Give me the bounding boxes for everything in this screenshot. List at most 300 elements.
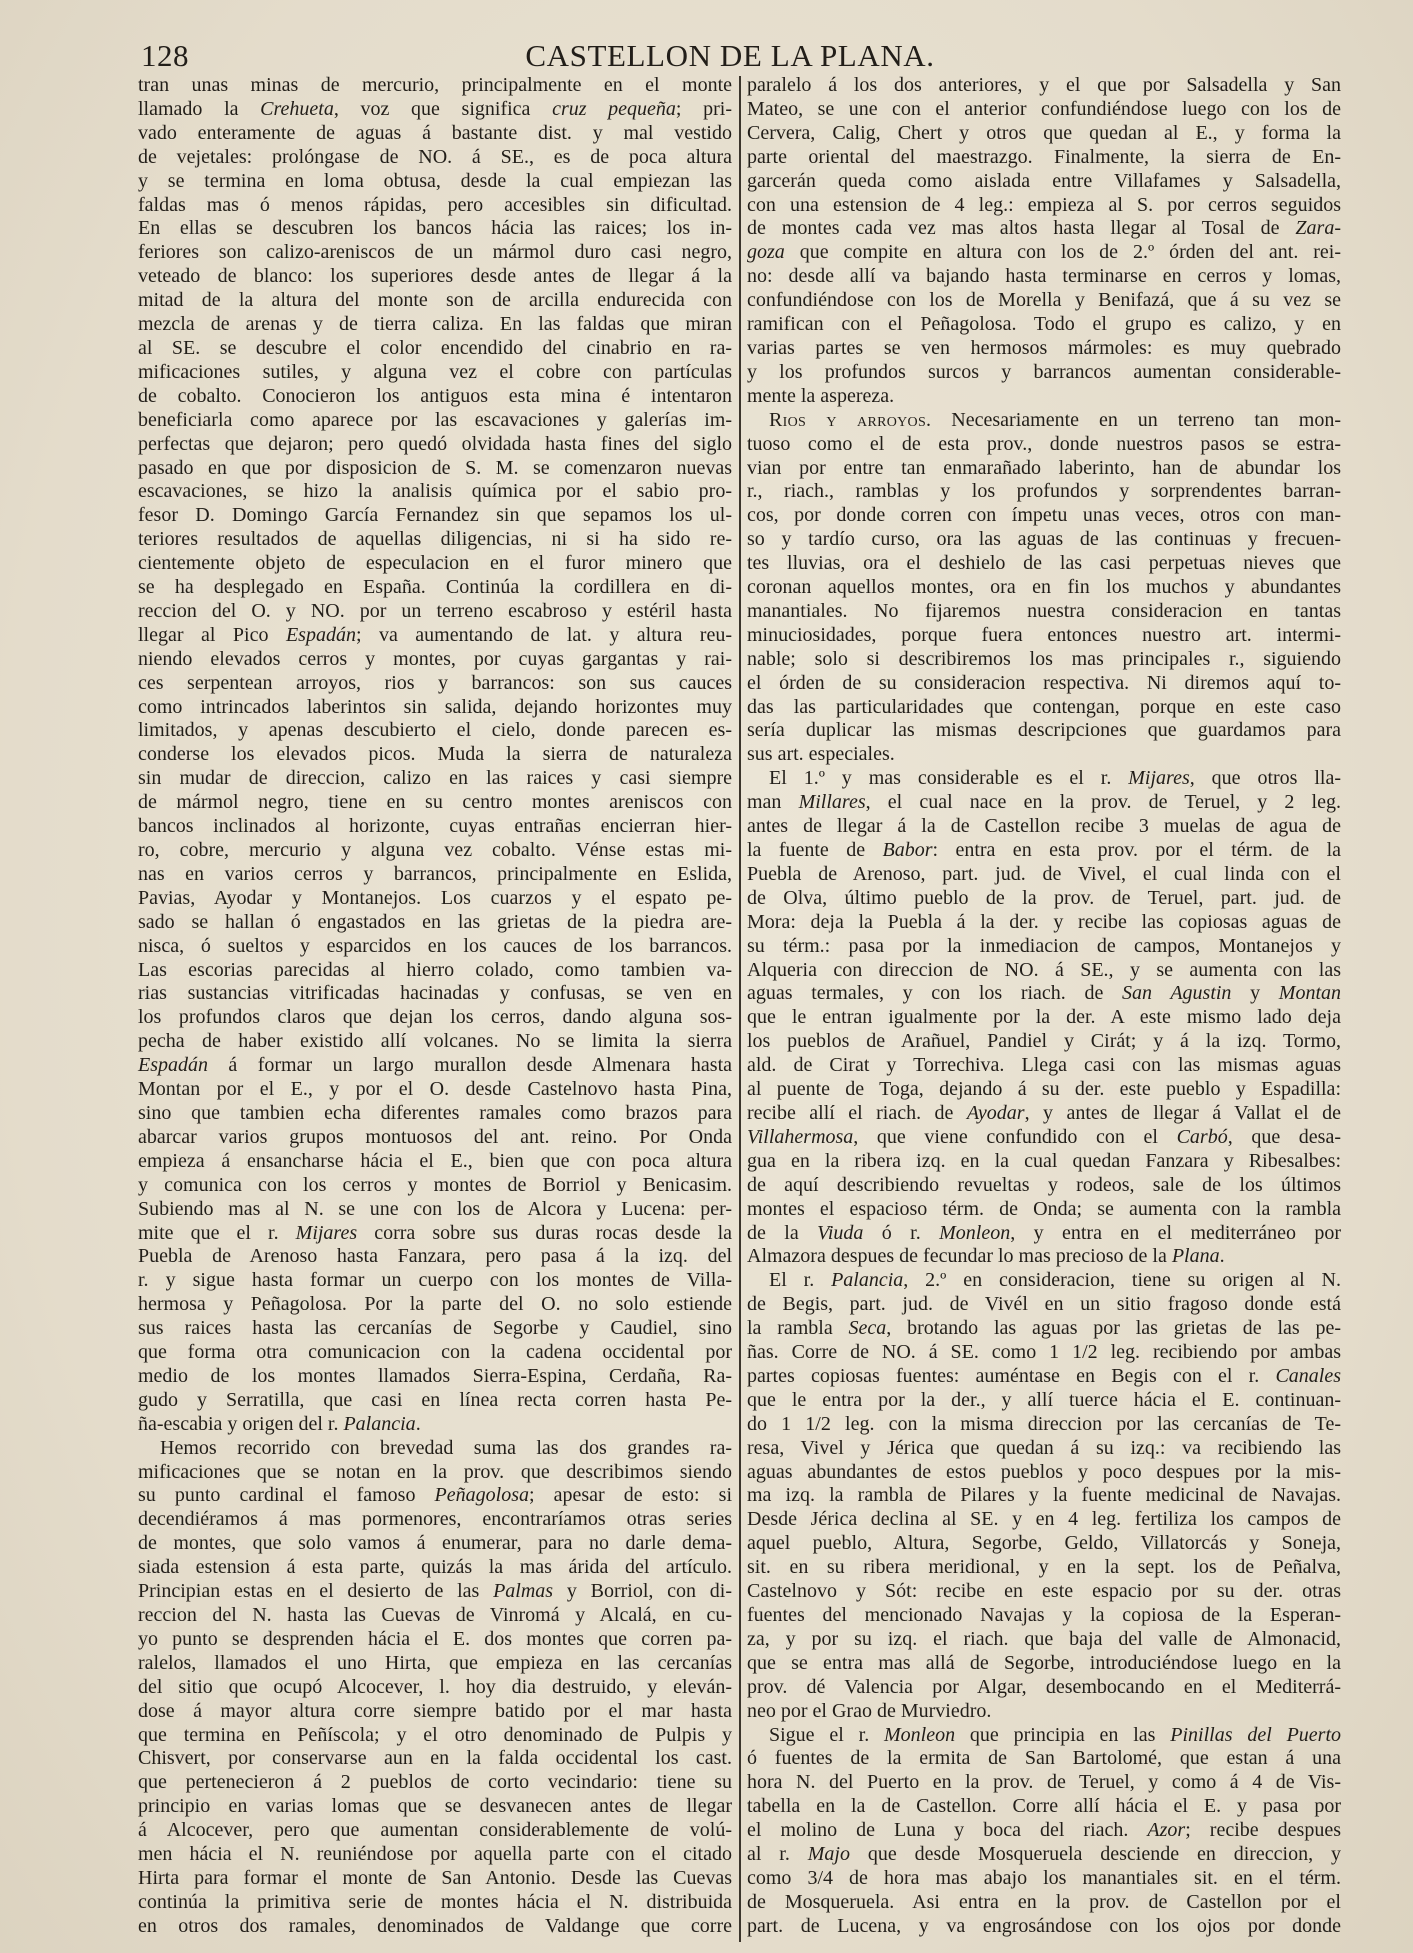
text-line <box>747 1652 1341 1676</box>
text-line <box>138 1508 732 1532</box>
line-text: de Olva, último pueblo de la prov. de Teruel, part. jud. de <box>747 886 1341 909</box>
text-line <box>747 1054 1341 1078</box>
line-text: neo por el Grao de Murviedro. <box>747 1699 992 1722</box>
line-text: siada estension á esta parte, quizás la mas árida del artículo. <box>138 1556 732 1579</box>
line-text: ña-escabia y origen del r. <box>138 1412 344 1435</box>
text-line <box>138 839 732 863</box>
text-line <box>138 480 732 504</box>
text-column-left <box>138 74 732 1939</box>
line-text: , el cual nace en la prov. de Teruel, y 2 leg. <box>865 791 1341 814</box>
line-text: ; va aumentando de lat. y altura reu- <box>355 623 732 646</box>
line-text: y se termina en loma obtusa, desde la cual empiezan las <box>138 169 732 192</box>
italic-term: Mijares <box>295 1221 358 1244</box>
line-text: El r. <box>769 1269 832 1292</box>
line-text: , 2.º en consideracion, tiene su origen al N. <box>903 1269 1341 1292</box>
line-text: mite que el r. <box>138 1221 296 1244</box>
italic-term: Pinillas del Puerto <box>1170 1723 1341 1746</box>
text-line <box>747 1819 1341 1843</box>
line-text: yo punto se desprenden hácia el E. dos montes que corren pa- <box>138 1627 732 1650</box>
italic-term: Palancia <box>343 1412 416 1435</box>
line-text: confundiéndose con los de Morella y Benifazá, que á su vez se <box>747 289 1341 312</box>
line-text: tes lluvias, ora el deshielo de las casi perpetuas nieves que <box>747 552 1341 575</box>
line-text: El 1.º y mas considerable es el r. <box>769 767 1129 790</box>
text-line <box>747 1102 1341 1126</box>
column-divider <box>739 76 741 1942</box>
line-text: prov. dé Valencia por Algar, desembocando en el Mediterrá- <box>747 1675 1341 1698</box>
line-text: . <box>415 1412 421 1435</box>
text-line <box>138 194 732 218</box>
text-line <box>138 863 732 887</box>
line-text: de cobalto. Conocieron los antiguos esta mina é intentaron <box>138 384 732 407</box>
line-text: Puebla de Arenoso, part. jud. de Vivel, el cual linda con el <box>747 862 1341 885</box>
text-line <box>138 552 732 576</box>
line-text: y los profundos surcos y barrancos aumentan considerable- <box>747 360 1341 383</box>
line-text: so y tardío curso, ora las aguas de las continuas y frecuen- <box>747 528 1341 551</box>
text-line <box>747 1461 1341 1485</box>
line-text: sería duplicar las mismas descripciones que guardamos para <box>747 719 1341 742</box>
line-text: con una estension de 4 leg.: empieza al S. por cerros seguidos <box>747 193 1341 216</box>
text-line <box>138 959 732 983</box>
text-line <box>747 122 1341 146</box>
line-text: : entra en esta prov. por el térm. de la <box>932 839 1341 861</box>
line-text: los pueblos de Arañuel, Pandiel y Cirát; y á la izq. Tormo, <box>747 1030 1341 1053</box>
text-line <box>138 743 732 767</box>
text-line <box>747 839 1341 863</box>
text-line <box>747 1867 1341 1891</box>
text-line <box>138 1891 732 1915</box>
text-line <box>138 1006 732 1030</box>
text-line <box>138 241 732 265</box>
line-text: , que desa- <box>1227 1125 1342 1148</box>
text-line <box>747 1484 1341 1508</box>
text-line <box>747 504 1341 528</box>
line-text: ñas. Corre de NO. á SE. como 1 1/2 leg. recibiendo por ambas <box>747 1341 1341 1364</box>
text-line <box>138 1556 732 1580</box>
line-text: su punto cardinal el famoso <box>138 1484 435 1507</box>
running-title: CASTELLON DE LA PLANA. <box>525 38 935 73</box>
text-column-right <box>747 74 1341 1939</box>
line-text: á formar un largo murallon desde Almenara hasta <box>208 1054 732 1077</box>
text-line <box>747 217 1341 241</box>
text-line <box>747 1891 1341 1915</box>
line-text: varias partes se ven hermosos mármoles: es muy quebrado <box>747 336 1341 359</box>
line-text: nas en varios cerros y barrancos, principalmente en Eslida, <box>138 862 732 885</box>
line-text: se ha desplegado en España. Continúa la cordillera en di- <box>138 576 732 599</box>
line-text: Necesariamente en un terreno tan mon- <box>931 408 1341 431</box>
text-line <box>747 1413 1341 1437</box>
italic-term: Babor <box>882 839 933 861</box>
line-text: sus raices hasta las cercanías de Segorbe y Caudiel, sino <box>138 1317 732 1340</box>
text-line <box>138 767 732 791</box>
line-text: antes de llegar á la de Castellon recibe 3 muelas de agua de <box>747 815 1341 838</box>
line-text: rias sustancias vitrificadas hacinadas y confusas, se ven en <box>138 982 732 1005</box>
text-line <box>747 1795 1341 1819</box>
text-line <box>138 98 732 122</box>
line-text: escavaciones, se hizo la analisis química por el sabio pro- <box>138 480 732 503</box>
text-line <box>138 1174 732 1198</box>
line-text: paralelo á los dos anteriores, y el que por Salsadella y San <box>747 74 1341 96</box>
italic-term: Palmas <box>493 1580 554 1603</box>
line-text: al puente de Toga, dejando á su der. este pueblo y Espadilla: <box>747 1078 1341 1101</box>
line-text: pecha de haber existido allí volcanes. No se limita la sierra <box>138 1030 732 1053</box>
text-line <box>138 648 732 672</box>
italic-term: goza <box>747 241 785 264</box>
italic-term: Montan <box>1278 982 1341 1005</box>
text-line <box>747 385 1341 409</box>
italic-term: Majo <box>807 1843 850 1866</box>
line-text: decendiéramos á mas pormenores, encontraríamos otras series <box>138 1508 732 1531</box>
text-line <box>138 1317 732 1341</box>
text-line <box>747 457 1341 481</box>
text-line <box>138 361 732 385</box>
text-line <box>138 1747 732 1771</box>
italic-term: Millares <box>798 791 866 814</box>
text-line <box>747 1198 1341 1222</box>
line-text: y <box>1231 982 1279 1005</box>
line-text: sit. en su ribera meridional, y en la sept. los de Peñalva, <box>747 1556 1341 1579</box>
line-text: gua en la ribera izq. en la cual quedan Fanzara y Ribesalbes: <box>747 1149 1341 1172</box>
line-text: Pavias, Ayodar y Montanejos. Los cuarzos y el espato pe- <box>138 886 732 909</box>
text-line <box>138 1269 732 1293</box>
text-line <box>747 743 1341 767</box>
line-text: y comunica con los cerros y montes de Borriol y Benicasim. <box>138 1173 732 1196</box>
line-text: la rambla <box>747 1317 849 1340</box>
text-line <box>747 552 1341 576</box>
line-text: del sitio que ocupó Alcocever, l. hoy dia destruido, y eleván- <box>138 1675 732 1698</box>
italic-term: Plana <box>1171 1245 1220 1268</box>
line-text: r., riach., ramblas y los profundos y sorprendentes barran- <box>747 480 1341 503</box>
text-line <box>138 528 732 552</box>
line-text: Almazora despues de fecundar lo mas precioso de la <box>747 1245 1172 1268</box>
italic-term: Crehueta <box>260 97 334 120</box>
section-heading: Rios y arroyos. <box>769 408 932 431</box>
line-text: za, y por su izq. el riach. que baja del valle de Almonacid, <box>747 1627 1341 1650</box>
text-line <box>138 1628 732 1652</box>
text-line <box>747 1580 1341 1604</box>
text-line <box>747 1915 1341 1939</box>
text-line <box>747 1508 1341 1532</box>
line-text: Puebla de Arenoso hasta Fanzara, pero pasa á la izq. del <box>138 1245 732 1268</box>
line-text: llamado la <box>138 97 261 120</box>
line-text: fesor D. Domingo García Fernandez sin que sepamos los ul- <box>138 504 732 527</box>
line-text: mezcla de arenas y de tierra caliza. En las faldas que miran <box>138 313 732 336</box>
italic-term: Peñagolosa <box>434 1484 529 1507</box>
text-line <box>747 1293 1341 1317</box>
text-line <box>138 1700 732 1724</box>
line-text: los profundos claros que dejan los cerros, dando alguna sos- <box>138 1006 732 1029</box>
line-text: Sigue el r. <box>769 1723 885 1746</box>
text-line <box>747 767 1341 791</box>
text-line <box>747 1006 1341 1030</box>
line-text: Hemos recorrido con brevedad suma las dos grandes ra- <box>160 1436 732 1459</box>
text-line <box>747 1078 1341 1102</box>
text-line <box>138 1054 732 1078</box>
text-line <box>138 1676 732 1700</box>
line-text: En ellas se descubren los bancos hácia las raices; los in- <box>138 217 732 240</box>
line-text: al r. <box>747 1843 808 1866</box>
line-text: ces serpentean arroyos, rios y barrancos: son sus cauces <box>138 671 732 694</box>
text-line <box>138 719 732 743</box>
line-text: el órden de su consideracion respectiva. Ni diremos aquí to- <box>747 671 1341 694</box>
text-line <box>138 1604 732 1628</box>
line-text: parte oriental del maestrazgo. Finalmente, la sierra de En- <box>747 145 1341 168</box>
text-line <box>138 1867 732 1891</box>
line-text: su térm.: pasa por la inmediacion de campos, Montanejos y <box>747 934 1341 957</box>
line-text: resa, Vivel y Jérica que quedan á su izq.: va recibiendo las <box>747 1436 1341 1459</box>
line-text: de aquí describiendo revueltas y rodeos, sale de los últimos <box>747 1173 1341 1196</box>
line-text: limitados, y apenas descubierto el cielo, donde parecen es- <box>138 719 732 742</box>
line-text: Mateo, se une con el anterior confundiéndose luego con los de <box>747 97 1341 120</box>
line-text: corra sobre sus duras rocas desde la <box>357 1221 732 1244</box>
line-text: sus art. especiales. <box>747 743 895 766</box>
text-line <box>138 146 732 170</box>
line-text: el molino de Luna y boca del riach. <box>747 1819 1148 1842</box>
line-text: empieza á ensancharse hácia el E., bien que con poca altura <box>138 1149 732 1172</box>
line-text: como 3/4 de hora mas abajo los manantiales sit. en el térm. <box>747 1866 1341 1889</box>
text-line <box>747 313 1341 337</box>
text-line <box>138 1030 732 1054</box>
text-line <box>138 1389 732 1413</box>
line-text: , y antes de llegar á Vallat el de <box>1024 1101 1341 1124</box>
text-line <box>747 624 1341 648</box>
line-text: Principian estas en el desierto de las <box>138 1580 494 1603</box>
line-text: ramifican con el Peñagolosa. Todo el grupo es calizo, y en <box>747 313 1341 336</box>
text-line <box>138 1771 732 1795</box>
line-text: ó r. <box>863 1221 940 1244</box>
text-line <box>747 982 1341 1006</box>
line-text: de montes cada vez mas altos hasta llegar al Tosal de <box>747 217 1296 240</box>
text-line <box>138 337 732 361</box>
italic-term: Ayodar <box>966 1101 1025 1124</box>
italic-term: cruz pequeña <box>552 97 676 120</box>
text-line <box>138 385 732 409</box>
line-text: hora N. del Puerto en la prov. de Teruel, y como á 4 de Vis- <box>747 1771 1341 1794</box>
text-line <box>747 1556 1341 1580</box>
text-line <box>138 1245 732 1269</box>
text-line <box>138 672 732 696</box>
text-line <box>138 313 732 337</box>
text-line <box>747 935 1341 959</box>
text-line <box>747 1341 1341 1365</box>
line-text: que le entran igualmente por la der. A este mismo lado deja <box>747 1006 1341 1029</box>
line-text: tran unas minas de mercurio, principalmente en el monte <box>138 74 732 96</box>
text-line <box>747 791 1341 815</box>
text-line <box>138 74 732 98</box>
text-line <box>747 959 1341 983</box>
italic-term: Monleon <box>884 1723 956 1746</box>
line-text: de mármol negro, tiene en su centro montes areniscos con <box>138 791 732 814</box>
text-line <box>747 719 1341 743</box>
line-text: r. y sigue hasta formar un cuerpo con los montes de Villa- <box>138 1269 732 1292</box>
line-text: coronan aquellos montes, ora en fin los muchos y abundantes <box>747 576 1341 599</box>
line-text: que compite en altura con los de 2.º órden del ant. rei- <box>784 241 1341 264</box>
line-text: pasado en que por disposicion de S. M. se comenzaron nuevas <box>138 456 732 479</box>
text-line <box>138 1484 732 1508</box>
line-text: dose á mayor altura corre siempre batido por el mar hasta <box>138 1699 732 1722</box>
italic-term: Zara- <box>1295 217 1341 240</box>
line-text: recibe allí el riach. de <box>747 1101 967 1124</box>
text-line <box>138 1724 732 1748</box>
line-text: bancos inclinados al horizonte, cuyas entrañas encierran hier- <box>138 815 732 838</box>
line-text: llegar al Pico <box>138 623 286 646</box>
text-line <box>138 887 732 911</box>
line-text: partes copiosas fuentes: auméntase en Begis con el r. <box>747 1364 1276 1387</box>
line-text: Mora: deja la Puebla á la der. y recibe las copiosas aguas de <box>747 910 1341 933</box>
text-line <box>138 1915 732 1939</box>
text-line <box>747 672 1341 696</box>
text-line <box>747 1365 1341 1389</box>
text-line <box>138 696 732 720</box>
line-text: ro, cobre, mercurio y alguna vez cobalto. Vénse estas mi- <box>138 839 732 861</box>
line-text: veteado de blanco: los superiores desde antes de llegar á la <box>138 265 732 288</box>
line-text: tuoso como el de esta prov., donde nuestros pasos se estra- <box>747 432 1341 455</box>
line-text: Alqueria con direccion de NO. á SE., y se aumenta con las <box>747 958 1341 981</box>
text-line <box>747 1747 1341 1771</box>
line-text: Hirta para formar el monte de San Antonio. Desde las Cuevas <box>138 1866 732 1889</box>
line-text: fuentes del mencionado Navajas y la copiosa de la Esperan- <box>747 1604 1341 1626</box>
line-text: Subiendo mas al N. se une con los de Alcora y Lucena: per- <box>138 1197 732 1220</box>
text-line <box>138 409 732 433</box>
line-text: sin mudar de direccion, calizo en las raices y casi siempre <box>138 767 732 790</box>
line-text: reccion del N. hasta las Cuevas de Vinromá y Alcalá, en cu- <box>138 1604 732 1626</box>
line-text: men hácia el N. reuniéndose por aquella parte con el citado <box>138 1843 732 1866</box>
line-text: mificaciones que se notan en la prov. que describimos siendo <box>138 1460 732 1483</box>
text-line <box>138 935 732 959</box>
text-line <box>747 863 1341 887</box>
text-line <box>138 1413 732 1437</box>
italic-term: Espadán <box>138 1054 208 1077</box>
text-line <box>747 194 1341 218</box>
line-text: sino que tambien echa diferentes ramales como brazos para <box>138 1101 732 1124</box>
line-text: do 1 1/2 leg. con la misma direccion por las cercanías de Te- <box>747 1412 1341 1435</box>
text-line <box>747 1604 1341 1628</box>
line-text: , voz que significa <box>333 97 553 120</box>
line-text: gudo y Serratilla, que casi en línea recta corren hasta Pe- <box>138 1388 732 1411</box>
line-text: part. de Lucena, y va engrosándose con los ojos por donde <box>747 1914 1341 1937</box>
text-line <box>747 1174 1341 1198</box>
line-text: continúa la primitiva serie de montes hácia el N. distribuida <box>138 1890 732 1913</box>
line-text: al SE. se descubre el color encendido del cinabrio en ra- <box>138 336 732 359</box>
line-text: das las particularidades que contengan, porque en este caso <box>747 695 1341 718</box>
line-text: , que viene confundido con el <box>853 1125 1177 1148</box>
line-text: montes el espacioso térm. de Onda; se aumenta con la rambla <box>747 1197 1341 1220</box>
text-line <box>747 1126 1341 1150</box>
line-text: ó fuentes de la ermita de San Bartolomé, que estan á una <box>747 1747 1341 1770</box>
italic-term: Mijares <box>1128 767 1190 790</box>
text-line <box>747 815 1341 839</box>
text-line <box>138 1365 732 1389</box>
text-line <box>138 1198 732 1222</box>
line-text: ; recibe despues <box>1185 1819 1341 1842</box>
line-text: mitad de la altura del monte son de arcilla endurecida con <box>138 289 732 312</box>
line-text: . <box>1219 1245 1225 1268</box>
text-line <box>747 576 1341 600</box>
text-line <box>138 1532 732 1556</box>
text-line <box>747 409 1341 433</box>
text-line <box>747 74 1341 98</box>
text-line <box>747 289 1341 313</box>
italic-term: Canales <box>1275 1364 1341 1387</box>
line-text: ralelos, llamados el uno Hirta, que empieza en las cercanías <box>138 1651 732 1674</box>
line-text: de la <box>747 1221 818 1244</box>
line-text: cos, por donde corren con ímpetu unas veces, otros con man- <box>747 504 1341 527</box>
text-line <box>747 528 1341 552</box>
line-text: la fuente de <box>747 839 883 861</box>
line-text: que forma otra comunicacion con la cadena occidental por <box>138 1341 732 1364</box>
text-line <box>747 911 1341 935</box>
line-text: ma izq. la rambla de Pilares y la fuente medicinal de Navajas. <box>747 1484 1341 1507</box>
text-line <box>138 1222 732 1246</box>
line-text: garcerán queda como aislada entre Villafames y Salsadella, <box>747 169 1341 192</box>
line-text: y Borriol, con di- <box>553 1580 732 1603</box>
line-text: , que otros lla- <box>1189 767 1342 790</box>
line-text: cientemente objeto de especulacion en el furor minero que <box>138 552 732 575</box>
line-text: , brotando las aguas por las grietas de las pe- <box>886 1317 1341 1340</box>
line-text: medio de los montes llamados Sierra-Espina, Cerdaña, Ra- <box>138 1364 732 1387</box>
text-line <box>747 1317 1341 1341</box>
text-line <box>138 982 732 1006</box>
text-line <box>138 1078 732 1102</box>
text-line <box>747 98 1341 122</box>
line-text: vado enteramente de aguas á bastante dist. y mal vestido <box>138 121 732 144</box>
italic-term: Viuda <box>817 1221 864 1244</box>
line-text: de montes, que solo vamos á enumerar, para no darle dema- <box>138 1532 732 1555</box>
text-line <box>138 1580 732 1604</box>
italic-term: Seca <box>848 1317 887 1340</box>
text-line <box>747 1843 1341 1867</box>
text-line <box>138 1795 732 1819</box>
line-text: ; pri- <box>675 97 733 120</box>
text-line <box>138 600 732 624</box>
text-line <box>747 361 1341 385</box>
italic-term: Villahermosa <box>747 1125 854 1148</box>
line-text: ald. de Cirat y Torrechiva. Llega casi con las mismas aguas <box>747 1054 1341 1077</box>
text-line <box>138 1126 732 1150</box>
line-text: , y entra en el mediterráneo por <box>1010 1221 1341 1244</box>
text-line <box>747 1437 1341 1461</box>
text-line <box>138 122 732 146</box>
text-line <box>138 576 732 600</box>
text-line <box>747 146 1341 170</box>
text-line <box>138 265 732 289</box>
line-text: principio en varias lomas que se desvanecen antes de llegar <box>138 1795 732 1818</box>
text-line <box>747 1150 1341 1174</box>
line-text: tabella en la de Castellon. Corre allí hácia el E. y pasa por <box>747 1795 1341 1818</box>
italic-term: Azor <box>1147 1819 1186 1842</box>
line-text: que desde Mosqueruela desciende en direccion, y <box>849 1843 1341 1866</box>
text-line <box>747 1245 1341 1269</box>
text-line <box>747 1389 1341 1413</box>
text-line <box>138 791 732 815</box>
italic-term: Palancia <box>831 1269 904 1292</box>
page-number: 128 <box>141 38 189 73</box>
line-text: como intrincados laberintos sin salida, dejando horizontes muy <box>138 695 732 718</box>
line-text: Montan por el E., y por el O. desde Castelnovo hasta Pina, <box>138 1078 732 1101</box>
text-line <box>138 911 732 935</box>
text-line <box>747 1700 1341 1724</box>
text-line <box>138 504 732 528</box>
line-text: en otros dos ramales, denominados de Valdange que corre <box>138 1914 732 1937</box>
line-text: mente la aspereza. <box>747 384 895 407</box>
line-text: aguas termales, y con los riach. de <box>747 982 1123 1005</box>
line-text: de vejetales: prolóngase de NO. á SE., es de poca altura <box>138 145 732 168</box>
line-text: faldas mas ó menos rápidas, pero accesibles sin dificultad. <box>138 193 732 216</box>
line-text: sado se hallan ó engastados en las grietas de la piedra are- <box>138 910 732 933</box>
text-line <box>138 170 732 194</box>
italic-term: Carbó <box>1176 1125 1228 1148</box>
text-line <box>138 433 732 457</box>
text-line <box>747 1628 1341 1652</box>
